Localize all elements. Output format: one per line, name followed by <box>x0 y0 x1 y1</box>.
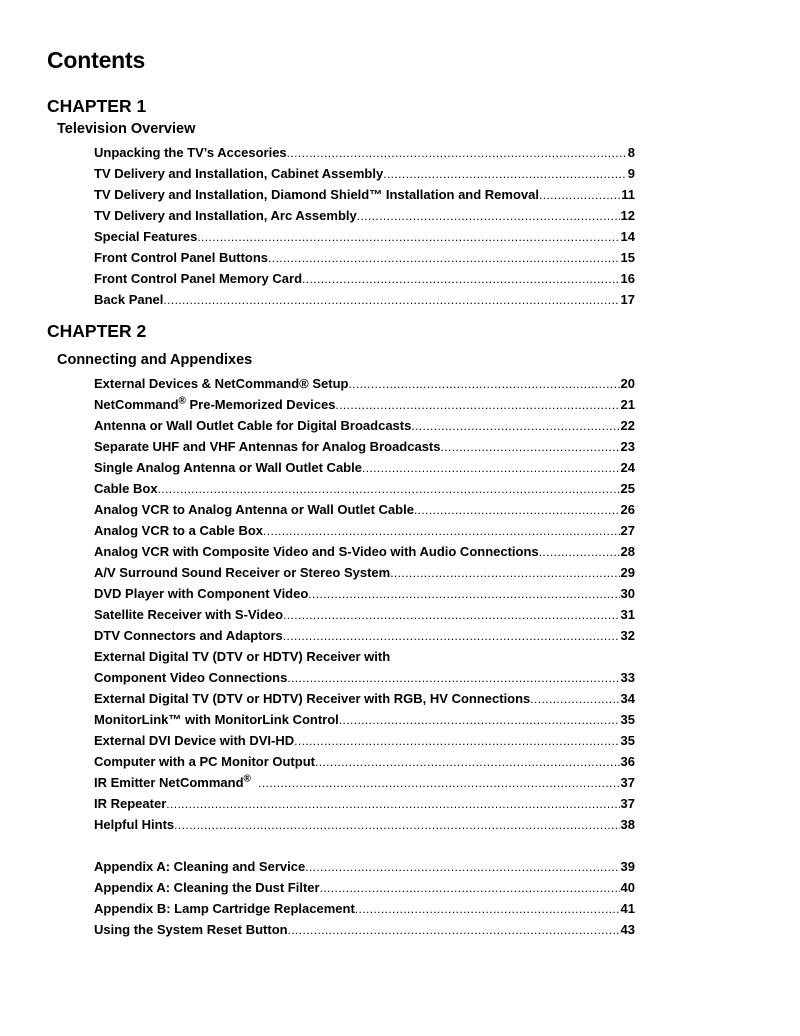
toc-entry-label: TV Delivery and Installation, Cabinet Assembly <box>94 166 384 181</box>
toc-entry[interactable] <box>94 709 635 730</box>
toc-entry-page: 15 <box>620 250 635 265</box>
toc-entry[interactable] <box>94 184 635 205</box>
dot-leader <box>166 794 619 815</box>
dot-leader <box>197 227 619 248</box>
toc-entry-page: 12 <box>620 208 635 223</box>
toc-entry-page: 14 <box>620 229 635 244</box>
dot-leader <box>530 689 619 710</box>
toc-entry-label: Using the System Reset Button <box>94 922 288 937</box>
toc-entry-label: TV Delivery and Installation, Diamond Shield™ Installation and Removal <box>94 187 539 202</box>
toc-entry[interactable] <box>94 625 635 646</box>
toc-entry-label: Appendix A: Cleaning the Dust Filter <box>94 880 320 895</box>
dot-leader <box>302 269 620 290</box>
toc-entry-page: 32 <box>620 628 635 643</box>
toc-entry[interactable] <box>94 877 635 898</box>
toc-entry-page: 22 <box>620 418 635 433</box>
page-title: Contents <box>47 47 146 73</box>
dot-leader <box>539 542 620 563</box>
toc-entry-page: 37 <box>620 796 635 811</box>
chapter-2-heading: CHAPTER 2 <box>47 321 147 341</box>
toc-entry-label: External Devices & NetCommand® Setup <box>94 376 349 391</box>
toc-entry-label <box>94 394 335 415</box>
toc-entry-label: Back Panel <box>94 292 164 307</box>
toc-entry-page: 9 <box>627 166 635 181</box>
toc-entry[interactable] <box>94 247 635 268</box>
toc-entry-page: 33 <box>620 670 635 685</box>
toc-entry-page: 39 <box>620 859 635 874</box>
toc-entry[interactable] <box>94 289 635 310</box>
toc-entry-page: 17 <box>620 292 635 307</box>
dot-leader <box>362 458 620 479</box>
toc-entry-label: External Digital TV (DTV or HDTV) Receiver with RGB, HV Connections <box>94 691 531 706</box>
toc-entry[interactable] <box>94 478 635 499</box>
dot-leader <box>308 584 619 605</box>
toc-entry[interactable] <box>94 898 635 919</box>
chapter-1-heading: CHAPTER 1 <box>47 96 147 116</box>
toc-entry[interactable] <box>94 751 635 772</box>
dot-leader <box>441 437 620 458</box>
toc-entry[interactable] <box>94 499 635 520</box>
toc-entry[interactable] <box>94 520 635 541</box>
toc-entry-page: 24 <box>620 460 635 475</box>
toc-entry-label: Front Control Panel Memory Card <box>94 271 303 286</box>
toc-entry[interactable] <box>94 457 635 478</box>
toc-entry-label: Satellite Receiver with S-Video <box>94 607 284 622</box>
toc-entry-page: 40 <box>620 880 635 895</box>
toc-entry[interactable] <box>94 373 635 394</box>
toc-entry-label: Analog VCR to Analog Antenna or Wall Outlet Cable <box>94 502 414 517</box>
toc-entry-label: DVD Player with Component Video <box>94 586 309 601</box>
toc-entry-label: Computer with a PC Monitor Output <box>94 754 315 769</box>
dot-leader <box>355 899 620 920</box>
dot-leader <box>414 500 620 521</box>
dot-leader <box>348 374 619 395</box>
toc-entry-label: Appendix A: Cleaning and Service <box>94 859 306 874</box>
toc-entry-page: 35 <box>620 712 635 727</box>
dot-leader <box>283 605 619 626</box>
toc-entry-page: 25 <box>620 481 635 496</box>
toc-entry-label: Single Analog Antenna or Wall Outlet Cable <box>94 460 362 475</box>
toc-entry-page: 27 <box>620 523 635 538</box>
spacer <box>94 835 635 856</box>
toc-entry-page: 38 <box>620 817 635 832</box>
toc-entry-label: Special Features <box>94 229 198 244</box>
dot-leader <box>539 185 620 206</box>
toc-entry[interactable] <box>94 436 635 457</box>
toc-entry-page: 23 <box>620 439 635 454</box>
dot-leader <box>357 206 620 227</box>
toc-entry-label: IR Repeater <box>94 796 167 811</box>
toc-entry[interactable] <box>94 667 635 688</box>
toc-entry-first-line[interactable]: External Digital TV (DTV or HDTV) Receiver with <box>94 649 391 664</box>
chapter-2-toc <box>94 373 635 940</box>
toc-entry-page: 37 <box>620 775 635 790</box>
toc-entry-label: Component Video Connections <box>94 670 288 685</box>
toc-entry[interactable] <box>94 772 635 793</box>
toc-entry[interactable] <box>94 793 635 814</box>
toc-entry-page: 29 <box>620 565 635 580</box>
toc-entry-page: 30 <box>620 586 635 601</box>
toc-entry-label: External DVI Device with DVI-HD <box>94 733 295 748</box>
toc-entry-page: 8 <box>627 145 635 160</box>
toc-entry-label: MonitorLink™ with MonitorLink Control <box>94 712 339 727</box>
toc-entry-page: 35 <box>620 733 635 748</box>
dot-leader <box>174 815 619 836</box>
toc-entry-label: DTV Connectors and Adaptors <box>94 628 283 643</box>
toc-entry-page: 34 <box>620 691 635 706</box>
dot-leader <box>411 416 619 437</box>
toc-entry-label-text: IR Emitter NetCommand <box>94 775 244 790</box>
toc-entry-page: 43 <box>620 922 635 937</box>
toc-entry-label-text <box>251 775 258 790</box>
toc-entry[interactable] <box>94 856 635 877</box>
toc-entry-page: 26 <box>620 502 635 517</box>
toc-entry[interactable] <box>94 814 635 835</box>
toc-entry[interactable] <box>94 688 635 709</box>
registered-mark: ® <box>178 395 186 407</box>
toc-entry[interactable] <box>94 142 635 163</box>
toc-entry[interactable] <box>94 541 635 562</box>
toc-entry-page: 28 <box>620 544 635 559</box>
toc-entry-label: Helpful Hints <box>94 817 175 832</box>
toc-entry-page: 11 <box>621 187 635 202</box>
toc-entry-label-text: NetCommand <box>94 397 179 412</box>
dot-leader <box>263 521 620 542</box>
toc-entry[interactable] <box>94 394 635 415</box>
toc-entry[interactable] <box>94 562 635 583</box>
toc-entry[interactable] <box>94 163 635 184</box>
chapter-1-toc <box>94 142 635 310</box>
dot-leader <box>287 143 627 164</box>
dot-leader <box>339 710 620 731</box>
dot-leader <box>294 731 619 752</box>
dot-leader <box>305 857 619 878</box>
toc-entry-label-text: Pre-Memorized Devices <box>185 397 336 412</box>
toc-entry-label <box>94 772 258 793</box>
toc-entry-label: Analog VCR with Composite Video and S-Video with Audio Connections <box>94 544 539 559</box>
toc-entry[interactable] <box>94 226 635 247</box>
toc-entry-label: Appendix B: Lamp Cartridge Replacement <box>94 901 355 916</box>
chapter-1-section-title: Television Overview <box>57 121 196 137</box>
dot-leader <box>283 626 620 647</box>
dot-leader <box>258 773 619 794</box>
dot-leader <box>320 878 620 899</box>
toc-entry-page: 36 <box>620 754 635 769</box>
toc-entry-label: Front Control Panel Buttons <box>94 250 269 265</box>
toc-entry[interactable] <box>94 604 635 625</box>
dot-leader <box>383 164 627 185</box>
dot-leader <box>158 479 620 500</box>
toc-entry-label: Antenna or Wall Outlet Cable for Digital Broadcasts <box>94 418 412 433</box>
toc-entry-page: 31 <box>620 607 635 622</box>
toc-entry-label: TV Delivery and Installation, Arc Assembly <box>94 208 357 223</box>
toc-entry-label: A/V Surround Sound Receiver or Stereo System <box>94 565 391 580</box>
toc-entry-label: Unpacking the TV’s Accesories <box>94 145 287 160</box>
dot-leader <box>315 752 620 773</box>
chapter-2-section-title: Connecting and Appendixes <box>57 352 253 368</box>
toc-entry-label: Cable Box <box>94 481 158 496</box>
dot-leader <box>287 668 619 689</box>
dot-leader <box>163 290 619 311</box>
toc-entry-label: Analog VCR to a Cable Box <box>94 523 264 538</box>
toc-entry-page: 41 <box>620 901 635 916</box>
dot-leader <box>288 920 620 941</box>
toc-entry[interactable] <box>94 919 635 940</box>
toc-entry[interactable] <box>94 205 635 226</box>
toc-entry[interactable] <box>94 415 635 436</box>
toc-entry-page: 21 <box>620 397 635 412</box>
toc-entry[interactable] <box>94 730 635 751</box>
toc-entry-label: Separate UHF and VHF Antennas for Analog Broadcasts <box>94 439 441 454</box>
toc-entry[interactable] <box>94 583 635 604</box>
toc-entry-page: 20 <box>620 376 635 391</box>
registered-mark: ® <box>243 773 251 785</box>
toc-entry[interactable] <box>94 268 635 289</box>
dot-leader <box>268 248 619 269</box>
toc-entry-page: 16 <box>620 271 635 286</box>
dot-leader <box>335 395 619 416</box>
dot-leader <box>390 563 619 584</box>
